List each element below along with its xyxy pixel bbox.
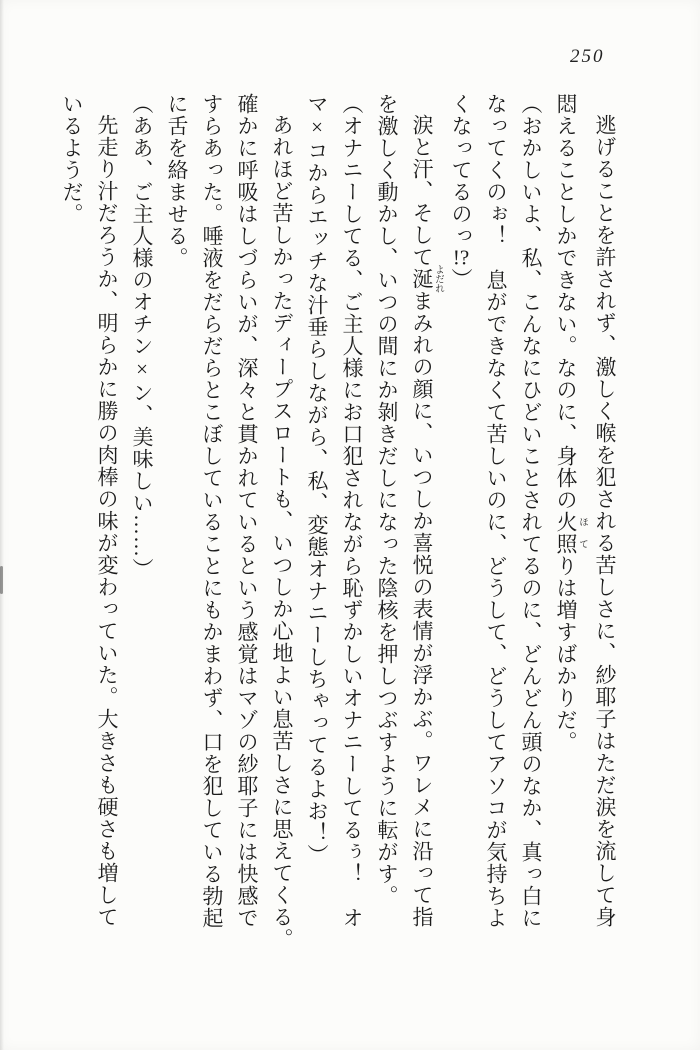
- text-line: あれほど苦しかったディープスロートも、いつしか心地よい息苦しさに思えてくる。: [270, 114, 294, 950]
- tate-chu-yoko: !?: [452, 247, 470, 268]
- scan-gutter-shadow: [0, 0, 4, 1050]
- ruby-annotated-word: 火照 ほて: [554, 511, 587, 555]
- text-line: （ああ、ご主人様のオチン×ン、美味しい……）: [130, 93, 154, 580]
- text-line: 悶えることしかできない。なのに、身体の火照 ほてりは増すばかりだ。: [554, 93, 587, 753]
- text-line: （オナニーしてる、ご主人様にお口犯されながら恥ずかしいオナニーしてるぅ！ オ: [340, 93, 364, 929]
- text-line: いるようだ。: [60, 93, 84, 225]
- ruby-annotated-word: 涎 よだれ: [410, 264, 443, 294]
- text-block: [54, 93, 622, 963]
- text-line: すらあった。唾液をだらだらとこぼしていることにもかまわず、口を犯している勃起: [200, 93, 224, 929]
- text-line: 先走り汁だろうか、明らかに勝の肉棒の味が変わっていた。大きさも硬さも増して: [95, 114, 119, 928]
- text-line: 涙と汗、そして涎 よだれまみれの顔に、いつしか喜悦の表情が浮かぶ。ワレメに沿って指: [410, 114, 443, 928]
- text-line: 逃げることを許されず、激しく喉を犯される苦しさに、紗耶子はただ涙を流して身: [593, 114, 617, 928]
- text-line: マ×コからエッチな汁垂らしながら、私、変態オナニーしちゃってるよお！）: [305, 93, 329, 866]
- text-line: を激しく動かし、いつの間にか剝きだしになった陰核を押しつぶすように転がす。: [375, 93, 399, 907]
- text-line: くなってるのっ!?）: [449, 93, 473, 290]
- text-line: に舌を絡ませる。: [165, 93, 189, 269]
- scan-artifact: [0, 566, 3, 594]
- text-line: なってくのぉ！ 息ができなくて苦しいのに、どうして、どうしてアソコが気持ちよ: [484, 93, 508, 929]
- text-line: （おかしいよ、私、こんなにひどいことされてるのに、どんどん頭のなか、真っ白に: [519, 93, 543, 929]
- page-number: 250: [570, 46, 605, 67]
- text-line: 確かに呼吸はしづらいが、深々と貫かれているという感覚はマゾの紗耶子には快感で: [235, 93, 259, 929]
